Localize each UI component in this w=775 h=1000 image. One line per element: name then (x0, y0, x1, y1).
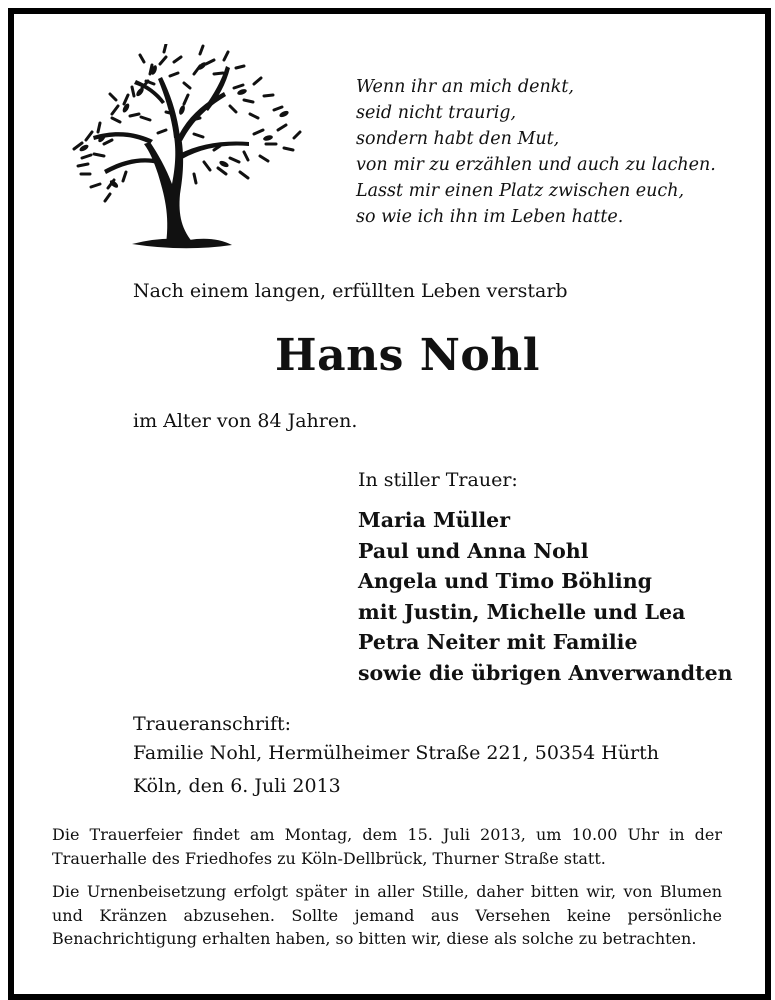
poem-line: seid nicht traurig, (356, 103, 517, 123)
poem-block (356, 74, 746, 230)
mourner-line: mit Justin, Michelle und Lea (358, 599, 686, 624)
funeral-paragraph: Die Trauerfeier findet am Montag, dem 15. Juli 2013, um 10.00 Uhr in der Trauerhalle des Friedhofes zu Köln-Dellbrück, Thurner Straße statt. (52, 825, 722, 868)
mourner-line: Petra Neiter mit Familie (358, 630, 638, 654)
deceased-name-container (0, 330, 775, 381)
tree-icon (54, 44, 304, 256)
age-text: im Alter von 84 Jahren. (133, 410, 358, 432)
mourner-line: Maria Müller (358, 508, 510, 532)
address-block (133, 710, 659, 768)
burial-paragraph: Die Urnenbeisetzung erfolgt später in aller Stille, daher bitten wir, von Blumen und Kränzen abzusehen. Sollte jemand aus Versehen keine persönliche Benachrichtigung erhalten haben, so bitten wir, diese als solche zu betrachten. (52, 882, 722, 948)
place-date: Köln, den 6. Juli 2013 (133, 775, 341, 797)
address-label: Traueranschrift: (133, 713, 292, 735)
poem-line: so wie ich ihn im Leben hatte. (356, 207, 624, 227)
mourner-line: Paul und Anna Nohl (358, 538, 589, 563)
deceased-name: Hans Nohl (275, 330, 540, 381)
poem-line: sondern habt den Mut, (356, 129, 560, 149)
poem-line: Lasst mir einen Platz zwischen euch, (356, 181, 685, 201)
mourners-list (358, 505, 733, 688)
mourning-label: In stiller Trauer: (358, 469, 518, 491)
poem-line: Wenn ihr an mich denkt, (356, 77, 574, 97)
poem-line: von mir zu erzählen und auch zu lachen. (356, 155, 716, 175)
intro-text: Nach einem langen, erfüllten Leben verstarb (133, 280, 568, 302)
mourner-line: sowie die übrigen Anverwandten (358, 660, 733, 685)
mourner-line: Angela und Timo Böhling (358, 569, 652, 593)
address-text: Familie Nohl, Hermülheimer Straße 221, 50354 Hürth (133, 742, 659, 764)
